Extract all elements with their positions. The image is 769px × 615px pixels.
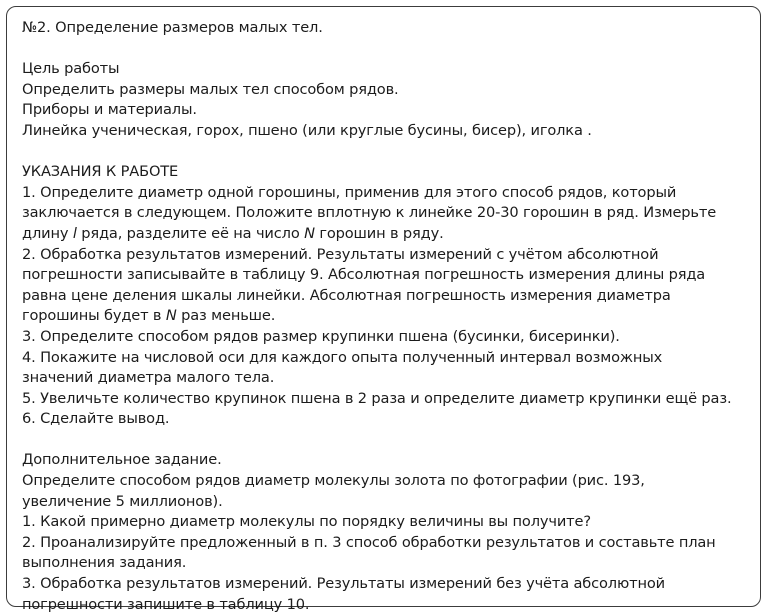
document-frame <box>6 6 761 613</box>
step2-text-b: раз меньше. <box>176 307 276 325</box>
document-title: №2. Определение размеров малых тел. <box>22 19 323 36</box>
step4-line2: значений диаметра малого тела. <box>22 369 275 387</box>
step2-text-a: горошины будет в <box>22 307 166 325</box>
spacer <box>22 39 746 60</box>
step6: 6. Сделайте вывод. <box>22 410 170 428</box>
materials-text: Линейка ученическая, горох, пшено (или круглые бусины, бисер), иголка . <box>22 121 592 139</box>
materials-heading: Приборы и материалы. <box>22 101 197 119</box>
additional-heading: Дополнительное задание. <box>22 451 222 469</box>
goal-text: Определить размеры малых тел способом рядов. <box>22 80 399 98</box>
variable-l: l <box>72 224 77 242</box>
step2-line4 <box>22 306 746 327</box>
spacer <box>22 430 746 451</box>
spacer <box>22 142 746 163</box>
step1-text-b: ряда, разделите её на число <box>76 224 305 242</box>
step2-line2: погрешности записывайте в таблицу 9. Абсолютная погрешность измерения длины ряда <box>22 266 706 284</box>
step1-text-a: длину <box>22 224 73 242</box>
step4-line1: 4. Покажите на числовой оси для каждого опыта полученный интервал возможных <box>22 348 663 366</box>
step2-line1: 2. Обработка результатов измерений. Результаты измерений с учётом абсолютной <box>22 245 659 263</box>
step1-line2: заключается в следующем. Положите вплотную к линейке 20-30 горошин в ряд. Измерьте <box>22 204 717 222</box>
additional-q3-line2: погрешности запишите в таблицу 10. <box>22 595 310 613</box>
instructions-heading: УКАЗАНИЯ К РАБОТЕ <box>22 163 179 181</box>
additional-q3-line1: 3. Обработка результатов измерений. Результаты измерений без учёта абсолютной <box>22 575 665 593</box>
step5: 5. Увеличьте количество крупинок пшена в 2 раза и определите диаметр крупинки ещё раз. <box>22 389 732 407</box>
additional-intro-line2: увеличение 5 миллионов). <box>22 492 223 510</box>
step2-line3: равна цене деления шкалы линейки. Абсолютная погрешность измерения диаметра <box>22 286 671 304</box>
step1-text-c: горошин в ряду. <box>314 224 444 242</box>
additional-q1: 1. Какой примерно диаметр молекулы по порядку величины вы получите? <box>22 513 591 531</box>
additional-q2-line1: 2. Проанализируйте предложенный в п. 3 способ обработки результатов и составьте план <box>22 533 716 551</box>
variable-n: N <box>304 224 315 242</box>
step1-line3 <box>22 224 746 245</box>
step3: 3. Определите способом рядов размер крупинки пшена (бусинки, бисеринки). <box>22 327 620 345</box>
additional-q2-line2: выполнения задания. <box>22 554 187 572</box>
variable-n: N <box>165 307 177 325</box>
goal-heading: Цель работы <box>22 60 120 78</box>
step1-line1: 1. Определите диаметр одной горошины, применив для этого способ рядов, который <box>22 183 677 201</box>
additional-intro-line1: Определите способом рядов диаметр молекулы золота по фотографии (рис. 193, <box>22 472 645 490</box>
